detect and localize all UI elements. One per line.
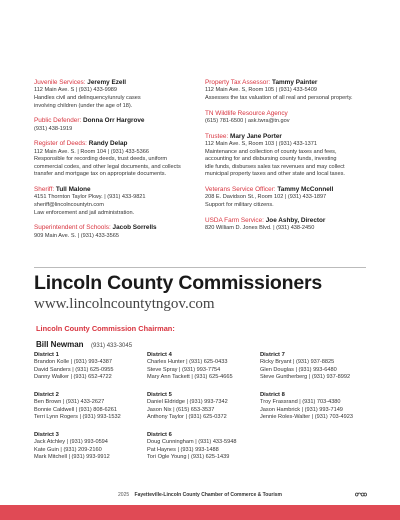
- footer-credit: [0, 492, 400, 498]
- left-directory-column: [34, 79, 214, 247]
- entry-detail: 208 E. Davidson St., Room 102 | (931) 433-1897: [205, 194, 327, 201]
- entry-name: Tull Malone: [55, 185, 91, 193]
- entry-detail: Responsible for recording deeds, trust deeds, uniform: [34, 156, 168, 163]
- entry-detail: accounting for and disbursing county funds, investing: [205, 156, 337, 163]
- footer-org: Fayetteville-Lincoln County Chamber of Commerce & Tourism: [134, 492, 282, 498]
- entry-name: Tammy McConnell: [277, 185, 334, 193]
- entry-detail: Assesses the tax valuation of all real and personal property.: [205, 95, 353, 101]
- footer-year: 2025: [118, 492, 130, 498]
- district-block: [147, 431, 259, 462]
- right-directory-column: [205, 79, 380, 240]
- entry-role: Public Defender:: [34, 117, 82, 125]
- district-member: Steve Spray | (931) 993-7754: [147, 366, 221, 373]
- entry-name: Donna Orr Hargrove: [83, 117, 145, 125]
- entry-detail: 112 Main Ave. S, Room 103 | (931) 433-1371: [205, 141, 317, 147]
- entry-heading: [34, 224, 214, 232]
- district-member: Jennie Roles-Walter | (931) 703-4923: [260, 414, 353, 421]
- district-block: [260, 351, 372, 382]
- directory-entry: [34, 140, 214, 179]
- district-member: Mary Ann Tackett | (931) 625-4665: [147, 374, 233, 381]
- district-member: Anthony Taylor | (931) 625-0372: [147, 414, 227, 421]
- entry-detail: Support for military citizens.: [205, 201, 274, 208]
- district-member: Mark Mitchell | (931) 993-9912: [34, 454, 110, 461]
- directory-entry: [205, 110, 380, 126]
- chairman-label: Lincoln County Commission Chairman:: [36, 324, 175, 333]
- entry-detail[interactable]: (615) 781-6500 | ask.twra@tn.gov: [205, 118, 290, 124]
- entry-role: TN Wildlife Resource Agency: [205, 109, 288, 117]
- entry-role: Sheriff:: [34, 185, 55, 193]
- section-divider: [34, 267, 366, 268]
- directory-entry: [205, 79, 380, 103]
- directory-entry: [205, 186, 380, 210]
- district-member: Steve Guntherberg | (931) 937-8992: [260, 374, 351, 381]
- district-member: Jason Nix | (615) 653-3537: [147, 406, 215, 413]
- district-member: Tori Ogle Young | (931) 625-1439: [147, 454, 230, 461]
- district-block: [34, 391, 146, 422]
- entry-role: Trustee:: [205, 132, 229, 140]
- district-title: District 1: [34, 352, 59, 358]
- district-block: [260, 391, 372, 422]
- entry-detail: transfer and mortgage tax on appropriate documents.: [34, 171, 167, 178]
- infinity-logo-icon: [355, 490, 367, 499]
- entry-detail: 909 Main Ave. S. | (931) 433-3565: [34, 232, 120, 239]
- entry-detail: 112 Main Ave. S, Room 105 | (931) 433-5409: [205, 87, 317, 94]
- entry-heading: [205, 133, 380, 141]
- district-member: Glen Douglas | (931) 993-6480: [260, 366, 337, 373]
- chairman-line: [36, 334, 132, 352]
- entry-name: Jeremy Ezell: [87, 79, 127, 86]
- entry-detail: Handles civil and delinquency/unruly cases: [34, 95, 141, 101]
- entry-name: Jacob Sorrells: [112, 224, 157, 232]
- entry-role: Register of Deeds:: [34, 140, 87, 148]
- district-block: [34, 431, 146, 462]
- entry-heading: [34, 140, 214, 148]
- directory-entry: [34, 117, 214, 133]
- district-title: District 8: [260, 392, 285, 398]
- entry-role: Juvenile Services:: [34, 79, 86, 86]
- entry-role: Property Tax Assessor:: [205, 79, 271, 86]
- directory-entry: [205, 217, 380, 233]
- directory-entry: [34, 224, 214, 240]
- district-block: [147, 391, 259, 422]
- district-member: Troy Frassrand | (931) 703-4380: [260, 399, 341, 405]
- entry-detail: commercial codes, and other legal documents, and collects: [34, 163, 181, 170]
- chairman-name: Bill Newman: [36, 340, 84, 349]
- entry-name: Mary Jane Porter: [230, 132, 282, 140]
- district-member: Brandon Kolle | (931) 993-4387: [34, 359, 112, 365]
- district-title: District 5: [147, 392, 172, 398]
- entry-detail: 112 Main Ave. S | (931) 433-9989: [34, 87, 118, 94]
- entry-heading: [205, 217, 380, 225]
- district-member: Jason Hambrick | (931) 993-7149: [260, 406, 343, 413]
- district-block: [34, 351, 146, 382]
- entry-role: Superintendent of Schools:: [34, 224, 111, 232]
- commissioners-title: Lincoln County Commissioners: [34, 272, 323, 294]
- entry-heading: [205, 186, 380, 194]
- district-member: Ben Brown | (931) 433-2627: [34, 399, 105, 405]
- district-member: Danny Walker | (931) 652-4722: [34, 374, 112, 381]
- entry-detail: involving children (under the age of 18).: [34, 102, 133, 109]
- district-member: Jack Atchley | (931) 993-0594: [34, 439, 108, 445]
- district-title: District 4: [147, 352, 172, 358]
- district-member: Charles Hunter | (931) 625-0433: [147, 359, 228, 365]
- directory-entry: [34, 79, 214, 110]
- entry-detail[interactable]: sheriff@lincolncountytn.com: [34, 201, 104, 208]
- district-title: District 7: [260, 352, 285, 358]
- entry-name: Randy Delap: [88, 140, 128, 148]
- district-title: District 3: [34, 432, 59, 438]
- entry-detail: Maintenance and collection of county taxes and fees,: [205, 148, 337, 155]
- district-member: Terri Lynn Rogers | (931) 993-1532: [34, 414, 121, 421]
- entry-detail: municipal property taxes and other state and local taxes.: [205, 171, 345, 178]
- entry-name: Tammy Painter: [272, 79, 318, 86]
- entry-detail: idle funds, disburses sales tax revenues and may collect: [205, 163, 345, 170]
- district-member: Ricky Bryant | (931) 937-8825: [260, 359, 335, 365]
- entry-heading: [34, 117, 214, 125]
- district-member: Doug Cunningham | (931) 433-5948: [147, 439, 237, 445]
- entry-detail: Law enforcement and jail administration.: [34, 209, 135, 216]
- district-title: District 2: [34, 392, 59, 398]
- entry-detail: 820 William D. Jones Blvd. | (931) 438-2450: [205, 224, 315, 231]
- district-title: District 6: [147, 432, 172, 438]
- directory-entry: [205, 133, 380, 179]
- entry-detail: (931) 438-1919: [34, 125, 73, 132]
- entry-heading: [34, 186, 214, 194]
- district-member: David Sanders | (931) 625-0955: [34, 366, 114, 373]
- district-block: [147, 351, 259, 382]
- district-member: Kate Guin | (931) 209-2160: [34, 446, 102, 453]
- entry-detail: 4151 Thornton Taylor Pkwy. | (931) 433-9821: [34, 194, 146, 201]
- district-member: Bonnie Caldwell | (931) 808-6261: [34, 406, 117, 413]
- entry-heading: [205, 110, 380, 118]
- directory-entry: [34, 186, 214, 217]
- chairman-phone: (931) 433-3045: [91, 343, 133, 349]
- entry-heading: [34, 79, 214, 87]
- entry-heading: [205, 79, 380, 87]
- district-member: Daniel Eldridge | (931) 993-7342: [147, 399, 228, 405]
- district-member: Pat Haynes | (931) 993-1488: [147, 446, 219, 453]
- entry-name: Joe Ashby, Director: [265, 216, 326, 224]
- footer-bar: [0, 505, 400, 520]
- entry-role: Veterans Service Officer:: [205, 185, 276, 193]
- entry-detail: 112 Main Ave. S. | Room 104 | (931) 433-5366: [34, 148, 149, 155]
- entry-role: USDA Farm Service:: [205, 216, 264, 224]
- commission-website[interactable]: www.lincolncountytngov.com: [34, 296, 215, 312]
